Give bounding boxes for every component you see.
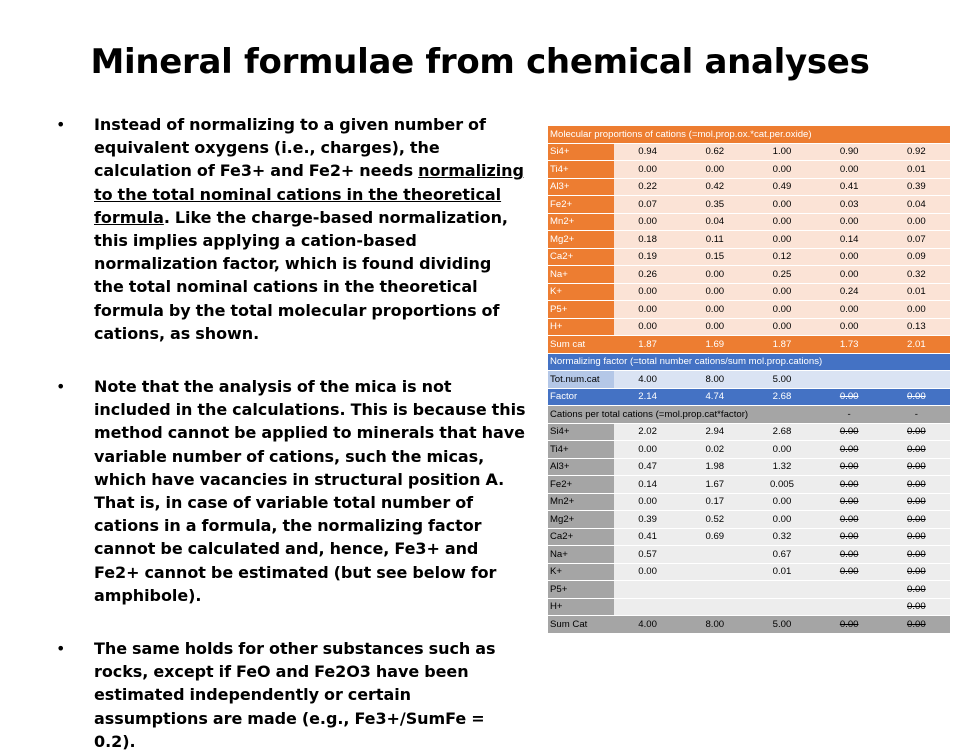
table-row bbox=[548, 423, 950, 441]
row-label: Mn2+ bbox=[548, 213, 614, 231]
value-cell: 0.00 bbox=[748, 441, 815, 459]
table-row bbox=[548, 511, 950, 529]
value-cell: 0.19 bbox=[614, 248, 681, 266]
value-cell: 0.00 bbox=[748, 196, 815, 214]
value-cell: 0.00 bbox=[816, 388, 883, 406]
row-label: Tot.num.cat bbox=[548, 371, 614, 389]
table-row bbox=[548, 546, 950, 564]
table-row bbox=[548, 248, 950, 266]
value-cell: 0.15 bbox=[681, 248, 748, 266]
value-cell: 1.32 bbox=[748, 458, 815, 476]
value-cell bbox=[883, 371, 950, 389]
value-cell: 5.00 bbox=[748, 371, 815, 389]
value-cell: 0.69 bbox=[681, 528, 748, 546]
value-cell: 0.24 bbox=[816, 283, 883, 301]
value-cell: 1.98 bbox=[681, 458, 748, 476]
value-cell: 2.01 bbox=[883, 336, 950, 354]
value-cell: 0.005 bbox=[748, 476, 815, 494]
table-row bbox=[548, 143, 950, 161]
table-row bbox=[548, 476, 950, 494]
value-cell: 0.42 bbox=[681, 178, 748, 196]
value-cell: 0.00 bbox=[816, 616, 883, 634]
row-label: Fe2+ bbox=[548, 196, 614, 214]
table-row bbox=[548, 213, 950, 231]
table-row bbox=[548, 178, 950, 196]
value-cell: 0.01 bbox=[748, 563, 815, 581]
value-cell: 0.41 bbox=[816, 178, 883, 196]
value-cell: 0.00 bbox=[883, 476, 950, 494]
cation-calculation-table bbox=[548, 126, 950, 634]
table-row bbox=[548, 563, 950, 581]
value-cell: 0.00 bbox=[883, 441, 950, 459]
value-cell: 0.67 bbox=[748, 546, 815, 564]
bullet-mica-note: • Note that the analysis of the mica is not included in the calculations. This is because this method cannot be applied to minerals that have variable number of cations, such the micas, which have vacancies in structural position A. That is, in case of variable total number of cations in a formula, the normalizing factor cannot be calculated and, hence, Fe3+ and Fe2+ cannot be estimated (but see below for amphibole). bbox=[56, 375, 526, 607]
value-cell: 0.00 bbox=[748, 231, 815, 249]
value-cell: 0.00 bbox=[614, 493, 681, 511]
value-cell: 0.25 bbox=[748, 266, 815, 284]
value-cell: 0.00 bbox=[883, 616, 950, 634]
value-cell: 0.11 bbox=[681, 231, 748, 249]
row-label: Si4+ bbox=[548, 423, 614, 441]
value-cell bbox=[614, 581, 681, 599]
value-cell: 0.00 bbox=[883, 546, 950, 564]
row-label: Ca2+ bbox=[548, 248, 614, 266]
value-cell: 0.00 bbox=[816, 441, 883, 459]
value-cell: 0.12 bbox=[748, 248, 815, 266]
row-label: Al3+ bbox=[548, 178, 614, 196]
value-cell: 0.13 bbox=[883, 318, 950, 336]
bullet-list bbox=[56, 113, 526, 753]
value-cell: 0.00 bbox=[883, 301, 950, 319]
value-cell: 5.00 bbox=[748, 616, 815, 634]
value-cell bbox=[748, 598, 815, 616]
value-cell: 0.39 bbox=[614, 511, 681, 529]
value-cell: 0.00 bbox=[816, 213, 883, 231]
value-cell: 0.00 bbox=[883, 213, 950, 231]
value-cell: 1.73 bbox=[816, 336, 883, 354]
value-cell: 0.00 bbox=[816, 476, 883, 494]
factor-row bbox=[548, 388, 950, 406]
bullet-normalization bbox=[56, 113, 526, 345]
value-cell: 0.02 bbox=[681, 441, 748, 459]
value-cell: 0.26 bbox=[614, 266, 681, 284]
row-label: Sum cat bbox=[548, 336, 614, 354]
value-cell: 0.62 bbox=[681, 143, 748, 161]
value-cell: 0.35 bbox=[681, 196, 748, 214]
value-cell: 0.00 bbox=[883, 423, 950, 441]
value-cell: 0.00 bbox=[614, 283, 681, 301]
value-cell: 0.00 bbox=[816, 511, 883, 529]
value-cell: 0.00 bbox=[883, 598, 950, 616]
normalizing-factor-header bbox=[548, 353, 950, 371]
value-cell: 0.00 bbox=[883, 563, 950, 581]
bullet-text: Instead of normalizing to a given number of equivalent oxygens (i.e., charges), the calculation of Fe3+ and Fe2+ needs bbox=[94, 115, 486, 181]
header-dash: - bbox=[883, 406, 950, 424]
value-cell: 1.87 bbox=[748, 336, 815, 354]
value-cell: 0.41 bbox=[614, 528, 681, 546]
value-cell: 0.00 bbox=[883, 493, 950, 511]
table-row bbox=[548, 301, 950, 319]
table-row bbox=[548, 581, 950, 599]
value-cell: 8.00 bbox=[681, 371, 748, 389]
row-label: Sum Cat bbox=[548, 616, 614, 634]
row-label: Mg2+ bbox=[548, 511, 614, 529]
value-cell bbox=[681, 546, 748, 564]
table-row bbox=[548, 283, 950, 301]
cations-per-total-header-label: Cations per total cations (=mol.prop.cat*factor) bbox=[548, 406, 816, 424]
value-cell: 0.00 bbox=[816, 458, 883, 476]
value-cell: 0.94 bbox=[614, 143, 681, 161]
value-cell: 0.00 bbox=[614, 301, 681, 319]
table-row bbox=[548, 196, 950, 214]
value-cell bbox=[748, 581, 815, 599]
value-cell: 2.14 bbox=[614, 388, 681, 406]
value-cell: 0.92 bbox=[883, 143, 950, 161]
value-cell: 4.00 bbox=[614, 371, 681, 389]
value-cell: 1.67 bbox=[681, 476, 748, 494]
value-cell: 2.94 bbox=[681, 423, 748, 441]
table-row bbox=[548, 231, 950, 249]
value-cell: 0.01 bbox=[883, 161, 950, 179]
row-label: Na+ bbox=[548, 266, 614, 284]
row-label: Ca2+ bbox=[548, 528, 614, 546]
value-cell: 0.09 bbox=[883, 248, 950, 266]
value-cell: 0.00 bbox=[816, 266, 883, 284]
value-cell: 0.39 bbox=[883, 178, 950, 196]
value-cell: 0.00 bbox=[748, 318, 815, 336]
row-label: K+ bbox=[548, 563, 614, 581]
row-label: Mg2+ bbox=[548, 231, 614, 249]
value-cell: 8.00 bbox=[681, 616, 748, 634]
value-cell bbox=[681, 563, 748, 581]
row-label: Si4+ bbox=[548, 143, 614, 161]
row-label: P5+ bbox=[548, 301, 614, 319]
table-row bbox=[548, 161, 950, 179]
value-cell bbox=[816, 371, 883, 389]
value-cell: 0.49 bbox=[748, 178, 815, 196]
row-label: K+ bbox=[548, 283, 614, 301]
value-cell: 0.00 bbox=[883, 458, 950, 476]
molecular-proportions-header bbox=[548, 126, 950, 143]
value-cell: 0.47 bbox=[614, 458, 681, 476]
table-row bbox=[548, 441, 950, 459]
value-cell: 0.18 bbox=[614, 231, 681, 249]
value-cell: 1.69 bbox=[681, 336, 748, 354]
table-row bbox=[548, 493, 950, 511]
value-cell: 0.00 bbox=[816, 528, 883, 546]
value-cell: 0.00 bbox=[614, 318, 681, 336]
value-cell: 0.00 bbox=[816, 546, 883, 564]
value-cell: 0.07 bbox=[614, 196, 681, 214]
normalizing-factor-header-label: Normalizing factor (=total number cations/sum mol.prop.cations) bbox=[548, 353, 950, 371]
value-cell: 1.87 bbox=[614, 336, 681, 354]
bullet-rocks-note: • The same holds for other substances such as rocks, except if FeO and Fe2O3 have been estimated independently or certain assumptions are made (e.g., Fe3+/SumFe = 0.2). bbox=[56, 637, 526, 753]
value-cell: 0.00 bbox=[748, 493, 815, 511]
table-row bbox=[548, 318, 950, 336]
value-cell bbox=[816, 581, 883, 599]
value-cell: 0.07 bbox=[883, 231, 950, 249]
value-cell: 2.68 bbox=[748, 423, 815, 441]
value-cell: 0.00 bbox=[748, 213, 815, 231]
molecular-proportions-header-label: Molecular proportions of cations (=mol.prop.ox.*cat.per.oxide) bbox=[548, 126, 950, 143]
bullet-text: . Like the charge-based normalization, this implies applying a cation-based normalization factor, which is found dividing the total nominal cations in the theoretical formula by the total molecular proportions of cations, as shown. bbox=[94, 207, 508, 343]
value-cell: 0.00 bbox=[883, 511, 950, 529]
row-label: Mn2+ bbox=[548, 493, 614, 511]
value-cell: 0.00 bbox=[816, 301, 883, 319]
value-cell: 0.04 bbox=[883, 196, 950, 214]
total-num-cat-row bbox=[548, 371, 950, 389]
value-cell: 0.00 bbox=[681, 318, 748, 336]
row-label: Al3+ bbox=[548, 458, 614, 476]
value-cell: 0.00 bbox=[614, 441, 681, 459]
value-cell: 0.17 bbox=[681, 493, 748, 511]
row-label: Ti4+ bbox=[548, 441, 614, 459]
cations-per-total-header bbox=[548, 406, 950, 424]
value-cell: 0.00 bbox=[614, 563, 681, 581]
value-cell: 0.00 bbox=[816, 493, 883, 511]
value-cell: 0.00 bbox=[748, 161, 815, 179]
value-cell: 0.03 bbox=[816, 196, 883, 214]
table-row bbox=[548, 598, 950, 616]
row-label: Na+ bbox=[548, 546, 614, 564]
value-cell: 0.32 bbox=[883, 266, 950, 284]
value-cell bbox=[816, 598, 883, 616]
value-cell: 0.90 bbox=[816, 143, 883, 161]
row-label: H+ bbox=[548, 598, 614, 616]
value-cell: 0.00 bbox=[816, 161, 883, 179]
value-cell: 0.22 bbox=[614, 178, 681, 196]
value-cell: 0.00 bbox=[748, 301, 815, 319]
value-cell: 0.00 bbox=[681, 266, 748, 284]
row-label: Ti4+ bbox=[548, 161, 614, 179]
value-cell: 4.00 bbox=[614, 616, 681, 634]
value-cell: 1.00 bbox=[748, 143, 815, 161]
value-cell: 0.52 bbox=[681, 511, 748, 529]
table-row bbox=[548, 528, 950, 546]
value-cell: 2.02 bbox=[614, 423, 681, 441]
value-cell: 0.00 bbox=[681, 161, 748, 179]
value-cell bbox=[681, 581, 748, 599]
value-cell bbox=[681, 598, 748, 616]
value-cell: 0.14 bbox=[816, 231, 883, 249]
row-label: H+ bbox=[548, 318, 614, 336]
table-row bbox=[548, 458, 950, 476]
value-cell bbox=[614, 598, 681, 616]
value-cell: 0.04 bbox=[681, 213, 748, 231]
table-row bbox=[548, 266, 950, 284]
row-label: P5+ bbox=[548, 581, 614, 599]
header-dash: - bbox=[816, 406, 883, 424]
row-label: Factor bbox=[548, 388, 614, 406]
slide-title: Mineral formulae from chemical analyses bbox=[90, 42, 870, 82]
value-cell: 0.00 bbox=[681, 283, 748, 301]
value-cell: 0.00 bbox=[681, 301, 748, 319]
row-label: Fe2+ bbox=[548, 476, 614, 494]
value-cell: 0.32 bbox=[748, 528, 815, 546]
value-cell: 0.00 bbox=[614, 161, 681, 179]
value-cell: 0.57 bbox=[614, 546, 681, 564]
value-cell: 2.68 bbox=[748, 388, 815, 406]
underlined-phrase: normalizing to the total nominal cations in the theoretical formula bbox=[94, 161, 524, 227]
value-cell: 0.00 bbox=[614, 213, 681, 231]
value-cell: 0.00 bbox=[816, 423, 883, 441]
sum-cat-row bbox=[548, 616, 950, 634]
sum-cat-row bbox=[548, 336, 950, 354]
value-cell: 0.00 bbox=[883, 528, 950, 546]
value-cell: 0.00 bbox=[816, 318, 883, 336]
value-cell: 0.01 bbox=[883, 283, 950, 301]
value-cell: 0.00 bbox=[816, 563, 883, 581]
value-cell: 0.14 bbox=[614, 476, 681, 494]
value-cell: 0.00 bbox=[883, 581, 950, 599]
value-cell: 0.00 bbox=[816, 248, 883, 266]
value-cell: 0.00 bbox=[748, 511, 815, 529]
value-cell: 0.00 bbox=[883, 388, 950, 406]
value-cell: 4.74 bbox=[681, 388, 748, 406]
value-cell: 0.00 bbox=[748, 283, 815, 301]
